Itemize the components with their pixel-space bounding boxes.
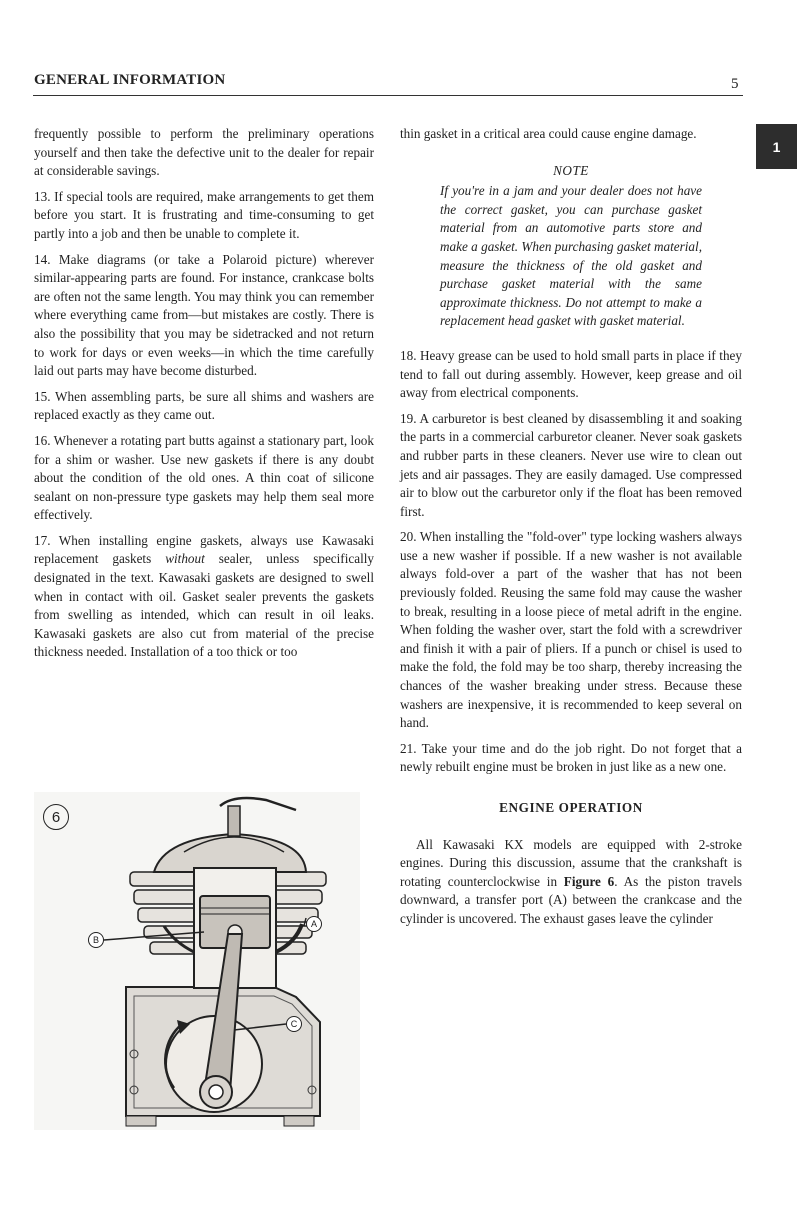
paragraph: frequently possible to perform the preliminary operations yourself and then take the defective unit to the dealer for repair at considerable savings. <box>34 126 374 179</box>
figure-number: 6 <box>43 804 69 830</box>
section-title: GENERAL INFORMATION <box>34 72 226 88</box>
callout-a: A <box>306 916 322 932</box>
left-column <box>34 125 374 669</box>
spark-plug <box>228 806 240 836</box>
paragraph-15: 15. When assembling parts, be sure all shims and washers are replaced exactly as they came out. <box>34 388 374 423</box>
note-title: NOTE <box>553 162 589 178</box>
callout-c: C <box>286 1016 302 1032</box>
text-run: All Kawasaki KX models are equipped with 2-stroke engines. During this discussion, assume that the crankshaft is rotating counterclockwise in <box>400 836 742 889</box>
engine-operation-paragraph <box>400 836 742 929</box>
engine-illustration <box>34 792 360 1130</box>
paragraph-21: 21. Take your time and do the job right. Do not forget that a newly rebuilt engine must be broken in just like as a new one. <box>400 740 742 775</box>
paragraph-14: 14. Make diagrams (or take a Polaroid picture) wherever similar-appearing parts are found. For instance, crankcase bolts are often not the same length. You may think you can remember where everything came from—but mistakes are costly. There is also the possibility that you may be sidetracked and not return to work for days or even weeks—in which the time carefully laid out parts may have become disturbed. <box>34 251 374 379</box>
figure-reference: Figure 6 <box>563 873 615 889</box>
emphasis: without <box>165 551 205 567</box>
crank-pin-center <box>209 1085 223 1099</box>
callout-b: B <box>88 932 104 948</box>
text-run: . As the piston travels downward, a transfer port (A) between the crankcase and the cylinder is uncovered. The exhaust gases leave the cylinder <box>400 873 742 926</box>
text-run: sealer, unless specifically designated in the text. Kawasaki gaskets are designed to swell when in contact with oil. Gasket sealer prevents the gaskets from swelling as intended, which can result in oil leaks. Kawasaki gaskets are also cut from material of the precise thickness needed. Installation of a too thick or too <box>34 551 374 660</box>
paragraph-17-continued: thin gasket in a critical area could cause engine damage. <box>400 126 697 141</box>
section-heading: ENGINE OPERATION <box>499 800 643 815</box>
page-number: 5 <box>731 76 739 92</box>
paragraph-18: 18. Heavy grease can be used to hold small parts in place if they tend to fall out during assembly. However, keep grease and oil away from electrical components. <box>400 347 742 401</box>
paragraph-16: 16. Whenever a rotating part butts against a stationary part, look for a shim or washer. Use new gaskets if there is any doubt about the condition of the old ones. A thin coat of silicone sealant on non-pressure type gaskets may help them seal more effectively. <box>34 432 374 523</box>
paragraph-17 <box>34 532 374 662</box>
header-divider <box>33 95 743 96</box>
text-run: 17. When installing engine gaskets, always use Kawasaki replacement gaskets <box>34 532 374 567</box>
paragraph-13: 13. If special tools are required, make arrangements to get them before you start. It is frustrating and time-consuming to get partly into a job and then be unable to complete it. <box>34 188 374 241</box>
paragraph-19: 19. A carburetor is best cleaned by disassembling it and soaking the parts in a commercial carburetor cleaner. Never soak gaskets and rubber parts in these cleaners. Never use wire to clean out jets and air passages. They are easily damaged. Use compressed air to blow out the carburetor only if the float has been removed first. <box>400 410 742 519</box>
note-box <box>440 162 702 331</box>
paragraph-20: 20. When installing the "fold-over" type locking washers always use a new washer if possible. If a new washer is not available always fold-over a part of the washer that has not been previously folded. Reusing the same fold may cause the washer to break, resulting in a loose piece of metal adrift in the engine. When folding the washer over, start the fold with a screwdriver and finish it with a pair of pliers. If a punch or chisel is used to make the fold, the fold may be too sharp, thereby increasing the chances of the washer breaking under stress. Because these washers are inexpensive, it is recommended to keep several on hand. <box>400 529 742 731</box>
right-column <box>400 125 742 936</box>
chapter-tab: 1 <box>756 124 797 169</box>
mount-foot <box>284 1116 314 1126</box>
figure-6-engine-diagram <box>34 792 360 1130</box>
cylinder-head <box>154 834 306 872</box>
mount-foot <box>126 1116 156 1126</box>
note-body: If you're in a jam and your dealer does not have the correct gasket, you can purchase gasket material from an automotive parts store and make a gasket. When purchasing gasket material, measure the thickness of the old gasket and purchase gasket material with the same approximate thickness. Do not attempt to make a replacement head gasket with gasket material. <box>440 183 702 329</box>
